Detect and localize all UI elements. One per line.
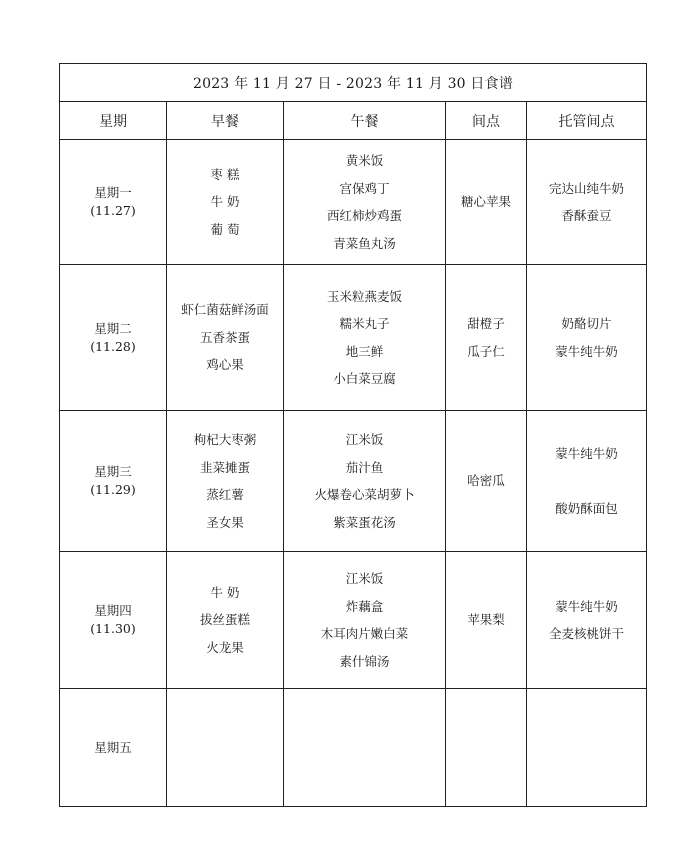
snack-cell — [446, 552, 527, 689]
lunch-item: 宫保鸡丁 — [339, 180, 390, 196]
day-cell — [60, 552, 167, 689]
snack-cell — [446, 689, 527, 807]
lunch-item: 地三鲜 — [345, 343, 384, 359]
lunch-item: 青菜鱼丸汤 — [333, 235, 396, 251]
day-cell — [60, 411, 167, 552]
breakfast-item: 拔丝蛋糕 — [199, 612, 250, 628]
care-snack-item: 蒙牛纯牛奶 — [555, 445, 618, 461]
care-snack-item: 完达山纯牛奶 — [549, 180, 625, 196]
menu-row — [60, 552, 647, 689]
menu-row — [60, 411, 647, 552]
breakfast-item: 牛 奶 — [210, 194, 240, 210]
header-breakfast: 早餐 — [167, 102, 284, 140]
date-label: (11.30) — [90, 621, 136, 636]
care-snack-item: 奶酪切片 — [561, 316, 612, 331]
day-cell — [60, 689, 167, 807]
breakfast-item: 韭菜摊蛋 — [199, 459, 250, 475]
lunch-item: 糯米丸子 — [339, 316, 390, 331]
lunch-cell — [284, 265, 446, 411]
breakfast-item: 鸡心果 — [206, 357, 244, 373]
lunch-item: 素什锦汤 — [339, 653, 390, 669]
care-snack-item: 蒙牛纯牛奶 — [555, 598, 618, 614]
breakfast-item: 葡 萄 — [210, 221, 240, 237]
date-label: (11.27) — [90, 203, 136, 218]
breakfast-cell — [167, 689, 284, 807]
menu-title: 2023 年 11 月 27 日 - 2023 年 11 月 30 日食谱 — [60, 64, 647, 102]
lunch-cell — [284, 140, 446, 265]
header-snack: 间点 — [446, 102, 527, 140]
breakfast-cell — [167, 265, 284, 411]
lunch-item: 江米饭 — [345, 571, 384, 586]
header-day: 星期 — [60, 102, 167, 140]
day-label: 星期五 — [94, 739, 132, 755]
lunch-cell — [284, 689, 446, 807]
date-label: (11.29) — [90, 482, 136, 497]
care-snack-cell — [527, 411, 647, 552]
day-label: 星期四 — [94, 603, 132, 618]
breakfast-item: 牛 奶 — [210, 584, 240, 600]
lunch-item: 紫菜蛋花汤 — [333, 514, 396, 530]
breakfast-item: 枸杞大枣粥 — [193, 432, 257, 447]
header-lunch: 午餐 — [284, 102, 446, 140]
lunch-item: 小白菜豆腐 — [333, 371, 396, 386]
care-snack-item — [585, 467, 589, 495]
breakfast-item: 蒸红薯 — [206, 487, 244, 502]
breakfast-item: 枣 糕 — [210, 166, 240, 182]
menu-row — [60, 689, 647, 807]
care-snack-cell — [527, 552, 647, 689]
day-label: 星期三 — [94, 464, 132, 479]
breakfast-cell — [167, 552, 284, 689]
snack-cell — [446, 265, 527, 411]
care-snack-cell — [527, 689, 647, 807]
care-snack-item: 香酥蚕豆 — [561, 208, 612, 223]
care-snack-item: 酸奶酥面包 — [555, 500, 618, 516]
header-row — [60, 102, 647, 140]
lunch-item: 火爆卷心菜胡萝卜 — [314, 487, 415, 502]
menu-row — [60, 265, 647, 411]
breakfast-cell — [167, 411, 284, 552]
menu-table — [59, 63, 647, 807]
lunch-item: 木耳肉片嫩白菜 — [320, 626, 409, 641]
snack-cell — [446, 411, 527, 552]
lunch-item: 西红柿炒鸡蛋 — [326, 208, 402, 223]
lunch-cell — [284, 411, 446, 552]
lunch-item: 炸藕盒 — [345, 598, 384, 614]
snack-item: 哈密瓜 — [467, 473, 505, 489]
breakfast-item: 五香茶蛋 — [199, 329, 250, 345]
day-label: 星期一 — [94, 185, 132, 200]
lunch-item: 黄米饭 — [345, 153, 384, 168]
breakfast-item: 圣女果 — [206, 514, 244, 530]
breakfast-item: 火龙果 — [206, 639, 244, 655]
menu-row — [60, 140, 647, 265]
date-label: (11.28) — [90, 338, 136, 354]
lunch-cell — [284, 552, 446, 689]
care-snack-cell — [527, 140, 647, 265]
snack-item: 糖心苹果 — [460, 194, 511, 210]
snack-item: 甜橙子 — [467, 316, 505, 331]
snack-item: 苹果梨 — [467, 612, 505, 628]
breakfast-item: 虾仁菌菇鲜汤面 — [181, 302, 269, 318]
snack-cell — [446, 140, 527, 265]
day-label: 星期二 — [94, 320, 132, 336]
snack-item: 瓜子仁 — [467, 343, 505, 359]
lunch-item: 江米饭 — [345, 432, 384, 447]
care-snack-cell — [527, 265, 647, 411]
care-snack-item: 蒙牛纯牛奶 — [555, 343, 618, 359]
care-snack-item: 全麦核桃饼干 — [549, 626, 625, 641]
day-cell — [60, 265, 167, 411]
lunch-item: 茄汁鱼 — [345, 459, 384, 475]
breakfast-cell — [167, 140, 284, 265]
lunch-item: 玉米粒燕麦饭 — [326, 288, 402, 304]
day-cell — [60, 140, 167, 265]
header-care-snack: 托管间点 — [527, 102, 647, 140]
